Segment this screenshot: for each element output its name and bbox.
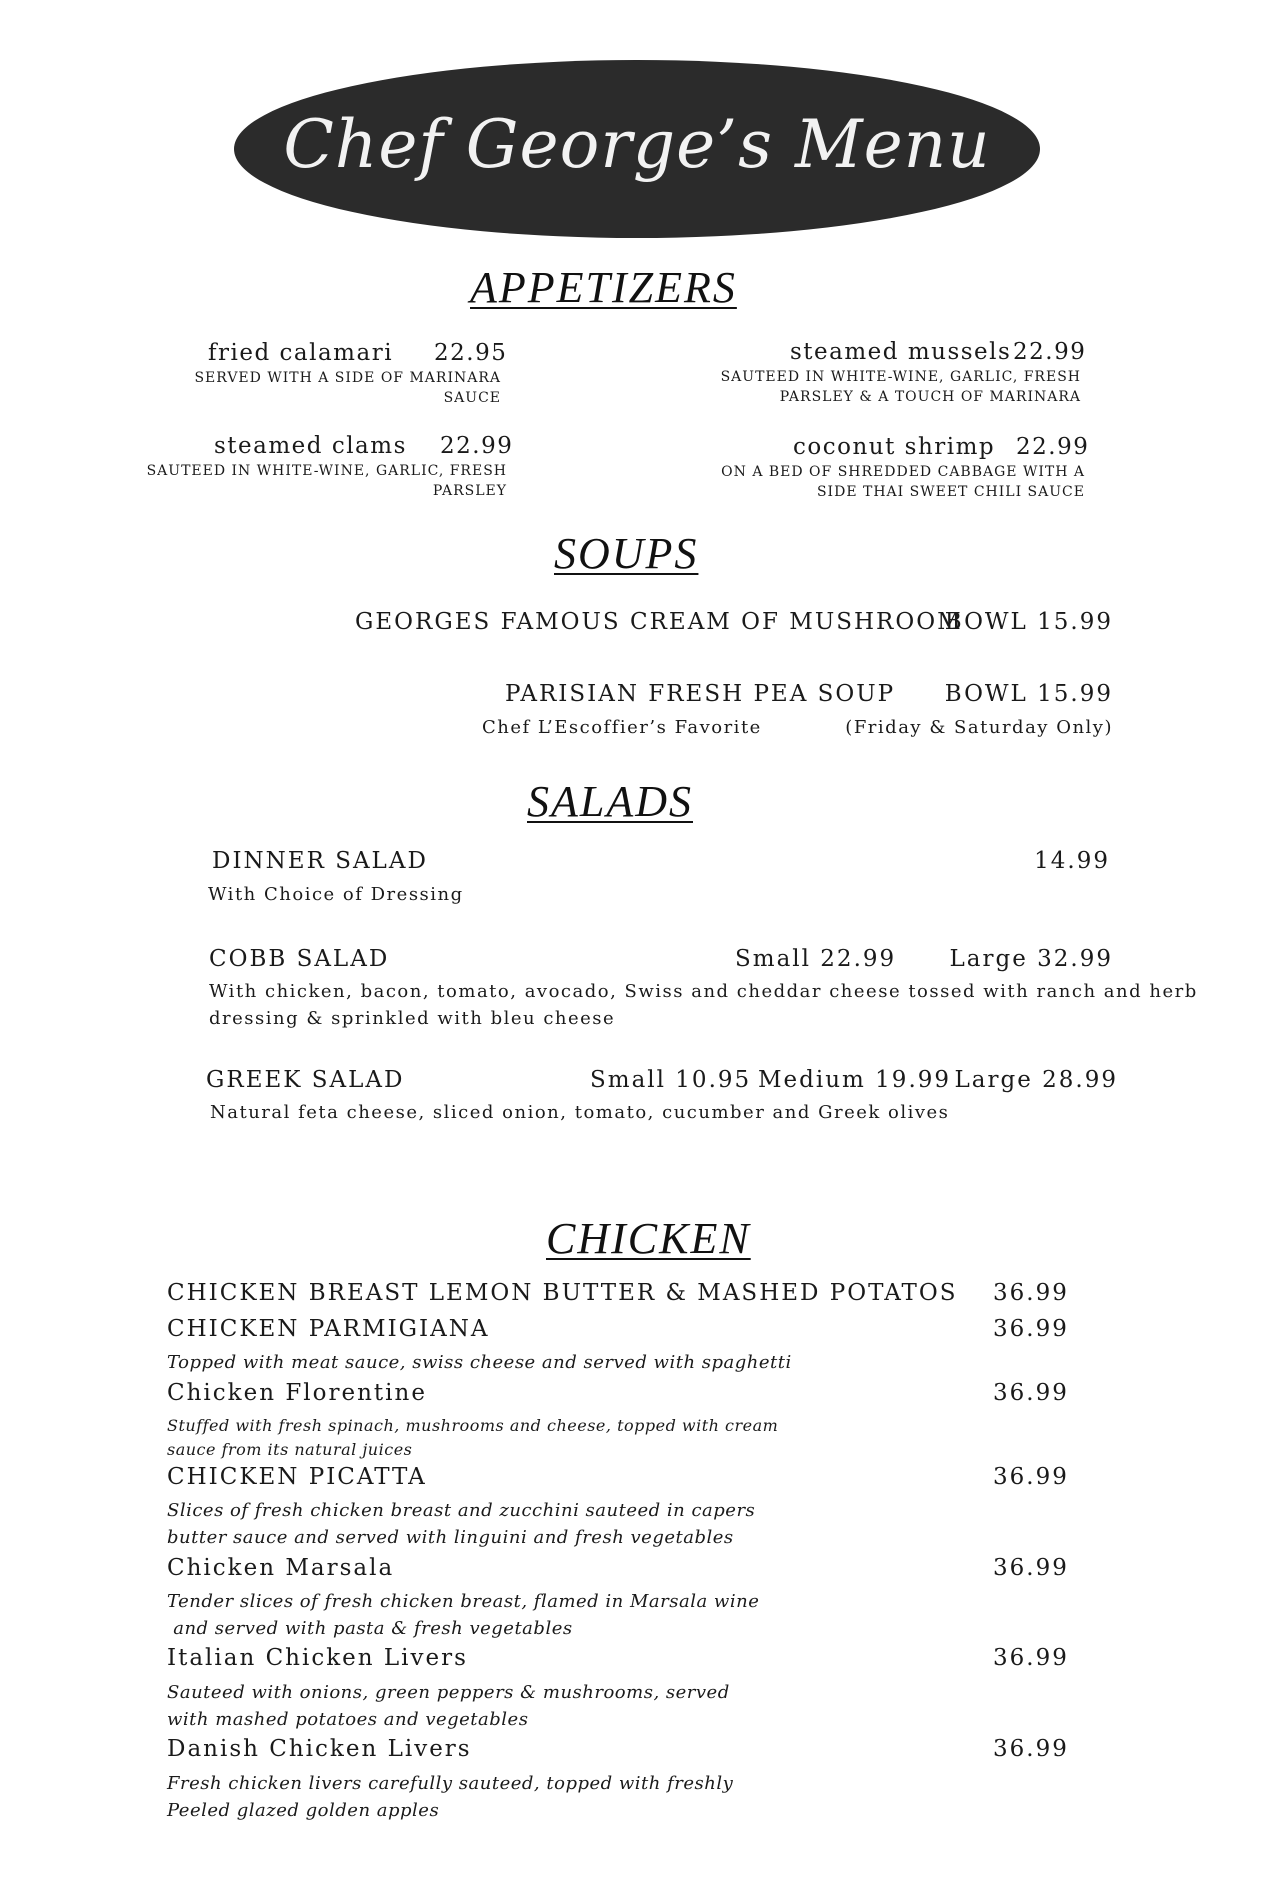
item-desc-line: ON A BED OF SHREDDED CABBAGE WITH A	[721, 464, 1085, 480]
item-price-large: Large 32.99	[949, 946, 1113, 972]
chicken-heading: CHICKEN	[546, 1214, 751, 1263]
item-price: 14.99	[1034, 848, 1110, 874]
item-price: 22.99	[440, 433, 514, 459]
item-note: Chef L’Escoffier’s Favorite	[482, 717, 762, 738]
item-desc-line: SAUTEED IN WHITE-WINE, GARLIC, FRESH	[146, 463, 507, 479]
item-price: 22.99	[1016, 434, 1090, 460]
appetizers-heading: APPETIZERS	[470, 263, 737, 312]
item-name: Chicken Florentine	[167, 1380, 427, 1406]
item-desc-line: SAUTEED IN WHITE-WINE, GARLIC, FRESH	[720, 369, 1081, 385]
item-name: fried calamari	[208, 340, 394, 366]
item-name: CHICKEN PARMIGIANA	[167, 1316, 490, 1342]
item-name: DINNER SALAD	[212, 848, 428, 874]
item-name: CHICKEN BREAST LEMON BUTTER & MASHED POTATOS	[167, 1280, 958, 1306]
item-desc-line: Peeled glazed golden apples	[167, 1800, 440, 1821]
item-name: steamed clams	[214, 433, 407, 459]
item-desc-line: SAUCE	[443, 390, 501, 406]
item-name: steamed mussels	[790, 339, 1012, 365]
item-name: Chicken Marsala	[167, 1555, 395, 1581]
item-desc-line: Slices of fresh chicken breast and zucchini sauteed in capers	[167, 1500, 756, 1521]
item-price-large: Large 28.99	[954, 1067, 1118, 1093]
item-desc-line: PARSLEY	[432, 483, 507, 499]
item-price: 36.99	[993, 1380, 1069, 1406]
item-desc-line: PARSLEY & A TOUCH OF MARINARA	[779, 389, 1081, 405]
item-desc: With Choice of Dressing	[208, 884, 464, 905]
item-name: coconut shrimp	[793, 434, 996, 460]
item-name: COBB SALAD	[209, 946, 390, 972]
item-price: BOWL 15.99	[944, 681, 1113, 707]
item-desc-line: Stuffed with fresh spinach, mushrooms and cheese, topped with cream	[167, 1416, 779, 1435]
item-desc-line: and served with pasta & fresh vegetables	[167, 1618, 573, 1639]
menu-title: Chef George’s Menu	[283, 106, 991, 183]
item-desc-line: With chicken, bacon, tomato, avocado, Swiss and cheddar cheese tossed with ranch and herb	[209, 981, 1198, 1002]
item-desc-line: with mashed potatoes and vegetables	[167, 1709, 529, 1730]
item-price: 22.95	[434, 340, 508, 366]
item-price: 36.99	[993, 1316, 1069, 1342]
item-desc-line: Tender slices of fresh chicken breast, flamed in Marsala wine	[167, 1591, 760, 1612]
item-name: Italian Chicken Livers	[167, 1645, 468, 1671]
item-price: 22.99	[1013, 339, 1087, 365]
item-price-small: Small 10.95	[590, 1067, 752, 1093]
salads-heading: SALADS	[527, 777, 693, 826]
item-name: CHICKEN PICATTA	[167, 1464, 427, 1490]
item-name: GREEK SALAD	[206, 1067, 405, 1093]
item-desc-line: SERVED WITH A SIDE OF MARINARA	[194, 370, 501, 386]
item-desc-line: sauce from its natural juices	[167, 1440, 413, 1459]
item-price-small: Small 22.99	[735, 946, 897, 972]
item-desc-line: butter sauce and served with linguini and fresh vegetables	[167, 1527, 734, 1548]
item-price: 36.99	[993, 1555, 1069, 1581]
item-price: 36.99	[993, 1736, 1069, 1762]
item-name: Danish Chicken Livers	[167, 1736, 472, 1762]
soups-heading: SOUPS	[554, 529, 699, 578]
item-price: 36.99	[993, 1280, 1069, 1306]
menu-logo	[234, 60, 1040, 238]
item-availability: (Friday & Saturday Only)	[845, 717, 1113, 738]
item-name: GEORGES FAMOUS CREAM OF MUSHROOM	[355, 609, 963, 635]
item-desc-line: Sauteed with onions, green peppers & mushrooms, served	[167, 1682, 730, 1703]
item-price-medium: Medium 19.99	[758, 1067, 952, 1093]
item-desc-line: Fresh chicken livers carefully sauteed, topped with freshly	[167, 1773, 734, 1794]
item-price: 36.99	[993, 1645, 1069, 1671]
item-price: BOWL 15.99	[944, 609, 1113, 635]
item-desc-line: SIDE THAI SWEET CHILI SAUCE	[816, 484, 1085, 500]
item-desc: Natural feta cheese, sliced onion, tomato, cucumber and Greek olives	[210, 1102, 950, 1123]
item-price: 36.99	[993, 1464, 1069, 1490]
item-desc-line: dressing & sprinkled with bleu cheese	[209, 1008, 616, 1029]
item-name: PARISIAN FRESH PEA SOUP	[505, 681, 896, 707]
item-desc-line: Topped with meat sauce, swiss cheese and served with spaghetti	[167, 1352, 792, 1373]
